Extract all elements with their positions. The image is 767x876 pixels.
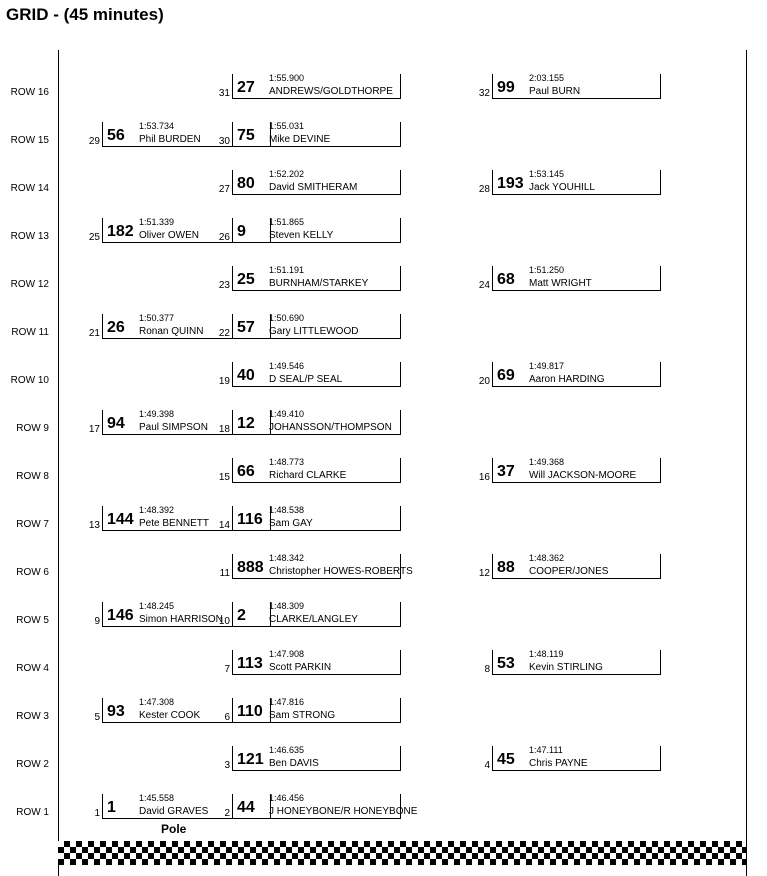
driver-name: Sam STRONG: [269, 710, 336, 721]
grid-box: [232, 218, 401, 243]
grid-position: 19: [218, 376, 230, 387]
grid-position: 1: [94, 808, 100, 819]
row-label: ROW 2: [16, 759, 49, 770]
grid-position: 28: [478, 184, 490, 195]
grid-slot: [460, 458, 660, 484]
grid-box: [232, 122, 401, 147]
grid-slot: [200, 506, 400, 532]
grid-slot: [200, 698, 400, 724]
car-number: 94: [107, 415, 125, 432]
driver-name: ANDREWS/GOLDTHORPE: [269, 86, 393, 97]
car-number: 146: [107, 607, 134, 624]
lap-time: 1:47.816: [269, 697, 305, 707]
grid-slot: [200, 602, 400, 628]
row-label: ROW 15: [10, 135, 49, 146]
grid-slot: [200, 746, 400, 772]
grid-position: 29: [88, 136, 100, 147]
lap-time: 1:49.546: [269, 361, 305, 371]
lap-time: 1:48.538: [269, 505, 305, 515]
grid-position: 20: [478, 376, 490, 387]
car-number: 75: [237, 127, 255, 144]
car-number: 26: [107, 319, 125, 336]
track-right-edge: [746, 50, 747, 876]
driver-name: Richard CLARKE: [269, 470, 347, 481]
grid-box: [492, 362, 661, 387]
row-label: ROW 9: [16, 423, 49, 434]
grid-position: 25: [88, 232, 100, 243]
car-number: 27: [237, 79, 255, 96]
car-number: 88: [497, 559, 515, 576]
driver-name: Christopher HOWES-ROBERTS: [269, 566, 413, 577]
grid-box: [492, 650, 661, 675]
row-label: ROW 1: [16, 807, 49, 818]
lap-time: 1:51.865: [269, 217, 305, 227]
grid-position: 31: [218, 88, 230, 99]
car-number: 45: [497, 751, 515, 768]
grid-slot: [200, 218, 400, 244]
grid-box: [232, 793, 418, 819]
car-number: 66: [237, 463, 255, 480]
lap-time: 1:49.398: [139, 409, 175, 419]
grid-slot: [460, 650, 660, 676]
driver-name: Matt WRIGHT: [529, 278, 592, 289]
grid-position: 21: [88, 328, 100, 339]
car-number: 193: [497, 175, 524, 192]
grid-slot: [200, 266, 400, 292]
lap-time: 1:45.558: [139, 793, 175, 803]
grid-position: 17: [88, 424, 100, 435]
driver-name: D SEAL/P SEAL: [269, 374, 343, 385]
grid-position: 2: [224, 808, 230, 819]
driver-name: Simon HARRISON: [139, 614, 223, 625]
driver-name: Paul SIMPSON: [139, 422, 208, 433]
grid-position: 12: [478, 568, 490, 579]
car-number: 37: [497, 463, 515, 480]
lap-time: 1:51.250: [529, 265, 565, 275]
driver-name: JOHANSSON/THOMPSON: [269, 422, 392, 433]
grid-position: 10: [218, 616, 230, 627]
grid-box: [492, 458, 661, 483]
grid-position: 8: [484, 664, 490, 675]
grid-title: GRID - (45 minutes): [6, 5, 164, 24]
row-label: ROW 10: [10, 375, 49, 386]
grid-position: 23: [218, 280, 230, 291]
row-label: ROW 4: [16, 663, 49, 674]
lap-time: 1:51.191: [269, 265, 305, 275]
driver-name: BURNHAM/STARKEY: [269, 278, 369, 289]
grid-box: [492, 74, 661, 99]
lap-time: 1:53.145: [529, 169, 565, 179]
lap-time: 1:51.339: [139, 217, 175, 227]
grid-box: [232, 410, 401, 435]
grid-box: [232, 698, 401, 723]
lap-time: 1:49.817: [529, 361, 565, 371]
car-number: 121: [237, 751, 264, 768]
driver-name: Ronan QUINN: [139, 326, 204, 337]
driver-name: David GRAVES: [139, 806, 209, 817]
grid-slot: [200, 170, 400, 196]
lap-time: 1:49.368: [529, 457, 565, 467]
grid-box: [232, 362, 401, 387]
driver-name: Pete BENNETT: [139, 518, 210, 529]
lap-time: 1:53.734: [139, 121, 175, 131]
driver-name: Steven KELLY: [269, 230, 334, 241]
grid-slot: [460, 74, 660, 100]
lap-time: 1:48.362: [529, 553, 565, 563]
grid-box: [492, 170, 661, 195]
chequered-flag-line: [58, 841, 746, 865]
car-number: 69: [497, 367, 515, 384]
grid-box: [232, 602, 401, 627]
driver-name: Phil BURDEN: [139, 134, 201, 145]
driver-name: Jack YOUHILL: [529, 182, 595, 193]
grid-position: 4: [484, 760, 490, 771]
driver-name: Paul BURN: [529, 86, 581, 97]
grid-box: [492, 746, 661, 771]
car-number: 80: [237, 175, 255, 192]
grid-box: [232, 458, 401, 483]
car-number: 182: [107, 223, 134, 240]
grid-position: 22: [218, 328, 230, 339]
car-number: 2: [237, 607, 246, 624]
lap-time: 1:50.377: [139, 313, 175, 323]
lap-time: 1:47.111: [529, 745, 563, 755]
grid-slot: [200, 362, 400, 388]
grid-position: 26: [218, 232, 230, 243]
lap-time: 1:55.031: [269, 121, 305, 131]
car-number: 44: [237, 799, 255, 816]
grid-slot: [460, 746, 660, 772]
lap-time: 1:46.456: [269, 793, 305, 803]
lap-time: 1:52.202: [269, 169, 305, 179]
lap-time: 1:47.308: [139, 697, 175, 707]
grid-box: [232, 506, 401, 531]
grid-position: 15: [218, 472, 230, 483]
grid-position: 13: [88, 520, 100, 531]
track-left-edge: [58, 50, 59, 876]
car-number: 56: [107, 127, 125, 144]
grid-position: 7: [224, 664, 230, 675]
car-number: 9: [237, 223, 246, 240]
driver-name: Oliver OWEN: [139, 230, 199, 241]
driver-name: CLARKE/LANGLEY: [269, 614, 358, 625]
grid-slot: [460, 170, 660, 196]
car-number: 110: [237, 703, 263, 720]
grid-box: [232, 553, 413, 579]
car-number: 25: [237, 271, 255, 288]
driver-name: Chris PAYNE: [529, 758, 588, 769]
grid-position: 24: [478, 280, 490, 291]
grid-position: 32: [478, 88, 490, 99]
grid-position: 16: [478, 472, 490, 483]
row-label: ROW 13: [10, 231, 49, 242]
lap-time: 1:48.245: [139, 601, 175, 611]
grid-slot: [200, 74, 400, 100]
grid-position: 6: [224, 712, 230, 723]
grid-box: [492, 554, 661, 579]
driver-name: Ben DAVIS: [269, 758, 319, 769]
grid-box: [232, 650, 401, 675]
driver-name: Sam GAY: [269, 518, 313, 529]
grid-box: [232, 746, 401, 771]
row-label: ROW 11: [11, 327, 49, 338]
driver-name: Will JACKSON-MOORE: [529, 470, 637, 481]
grid-box: [232, 74, 401, 99]
row-label: ROW 8: [16, 471, 49, 482]
driver-name: Kevin STIRLING: [529, 662, 603, 673]
grid-slot: [200, 458, 400, 484]
lap-time: 1:46.635: [269, 745, 305, 755]
driver-name: Aaron HARDING: [529, 374, 605, 385]
row-label: ROW 6: [16, 567, 49, 578]
grid-position: 18: [218, 424, 230, 435]
driver-name: Gary LITTLEWOOD: [269, 326, 359, 337]
grid-box: [232, 314, 401, 339]
lap-time: 1:49.410: [269, 409, 305, 419]
car-number: 93: [107, 703, 125, 720]
lap-time: 1:48.342: [269, 553, 305, 563]
grid-slot: [460, 554, 660, 580]
grid-slot: [460, 266, 660, 292]
grid-position: 11: [219, 568, 230, 579]
lap-time: 1:50.690: [269, 313, 305, 323]
grid-slot: [200, 793, 418, 820]
driver-name: Kester COOK: [139, 710, 201, 721]
driver-name: COOPER/JONES: [529, 566, 609, 577]
car-number: 99: [497, 79, 515, 96]
lap-time: 1:48.119: [529, 649, 564, 659]
grid-box: [232, 266, 401, 291]
car-number: 144: [107, 511, 134, 528]
grid-slot: [200, 410, 400, 436]
row-label: ROW 16: [10, 87, 49, 98]
driver-name: Mike DEVINE: [269, 134, 331, 145]
lap-time: 1:55.900: [269, 73, 305, 83]
car-number: 116: [237, 511, 263, 528]
row-label: ROW 12: [10, 279, 49, 290]
car-number: 68: [497, 271, 515, 288]
grid-box: [492, 266, 661, 291]
car-number: 57: [237, 319, 255, 336]
grid-position: 3: [224, 760, 230, 771]
grid-slot: [200, 122, 400, 148]
grid-box: [232, 170, 401, 195]
driver-name: J HONEYBONE/R HONEYBONE: [269, 806, 418, 817]
lap-time: 1:48.309: [269, 601, 305, 611]
grid-slot: [460, 362, 660, 388]
grid-position: 27: [218, 184, 230, 195]
driver-name: Scott PARKIN: [269, 662, 332, 673]
pole-label: Pole: [161, 822, 187, 836]
car-number: 12: [237, 415, 255, 432]
grid-position: 5: [94, 712, 100, 723]
grid-slot: [200, 650, 400, 676]
lap-time: 1:48.773: [269, 457, 305, 467]
row-label: ROW 14: [10, 183, 49, 194]
car-number: 113: [237, 655, 263, 672]
grid-position: 30: [218, 136, 230, 147]
grid-position: 9: [94, 616, 100, 627]
grid-position: 14: [218, 520, 230, 531]
car-number: 888: [237, 559, 264, 576]
car-number: 1: [107, 799, 116, 816]
car-number: 53: [497, 655, 515, 672]
car-number: 40: [237, 367, 255, 384]
lap-time: 2:03.155: [529, 73, 565, 83]
grid-slot: [200, 314, 400, 340]
lap-time: 1:48.392: [139, 505, 175, 515]
lap-time: 1:47.908: [269, 649, 305, 659]
row-label: ROW 5: [16, 615, 49, 626]
driver-name: David SMITHERAM: [269, 182, 358, 193]
row-label: ROW 3: [16, 711, 49, 722]
grid-slot: [200, 553, 413, 580]
row-label: ROW 7: [16, 519, 49, 530]
